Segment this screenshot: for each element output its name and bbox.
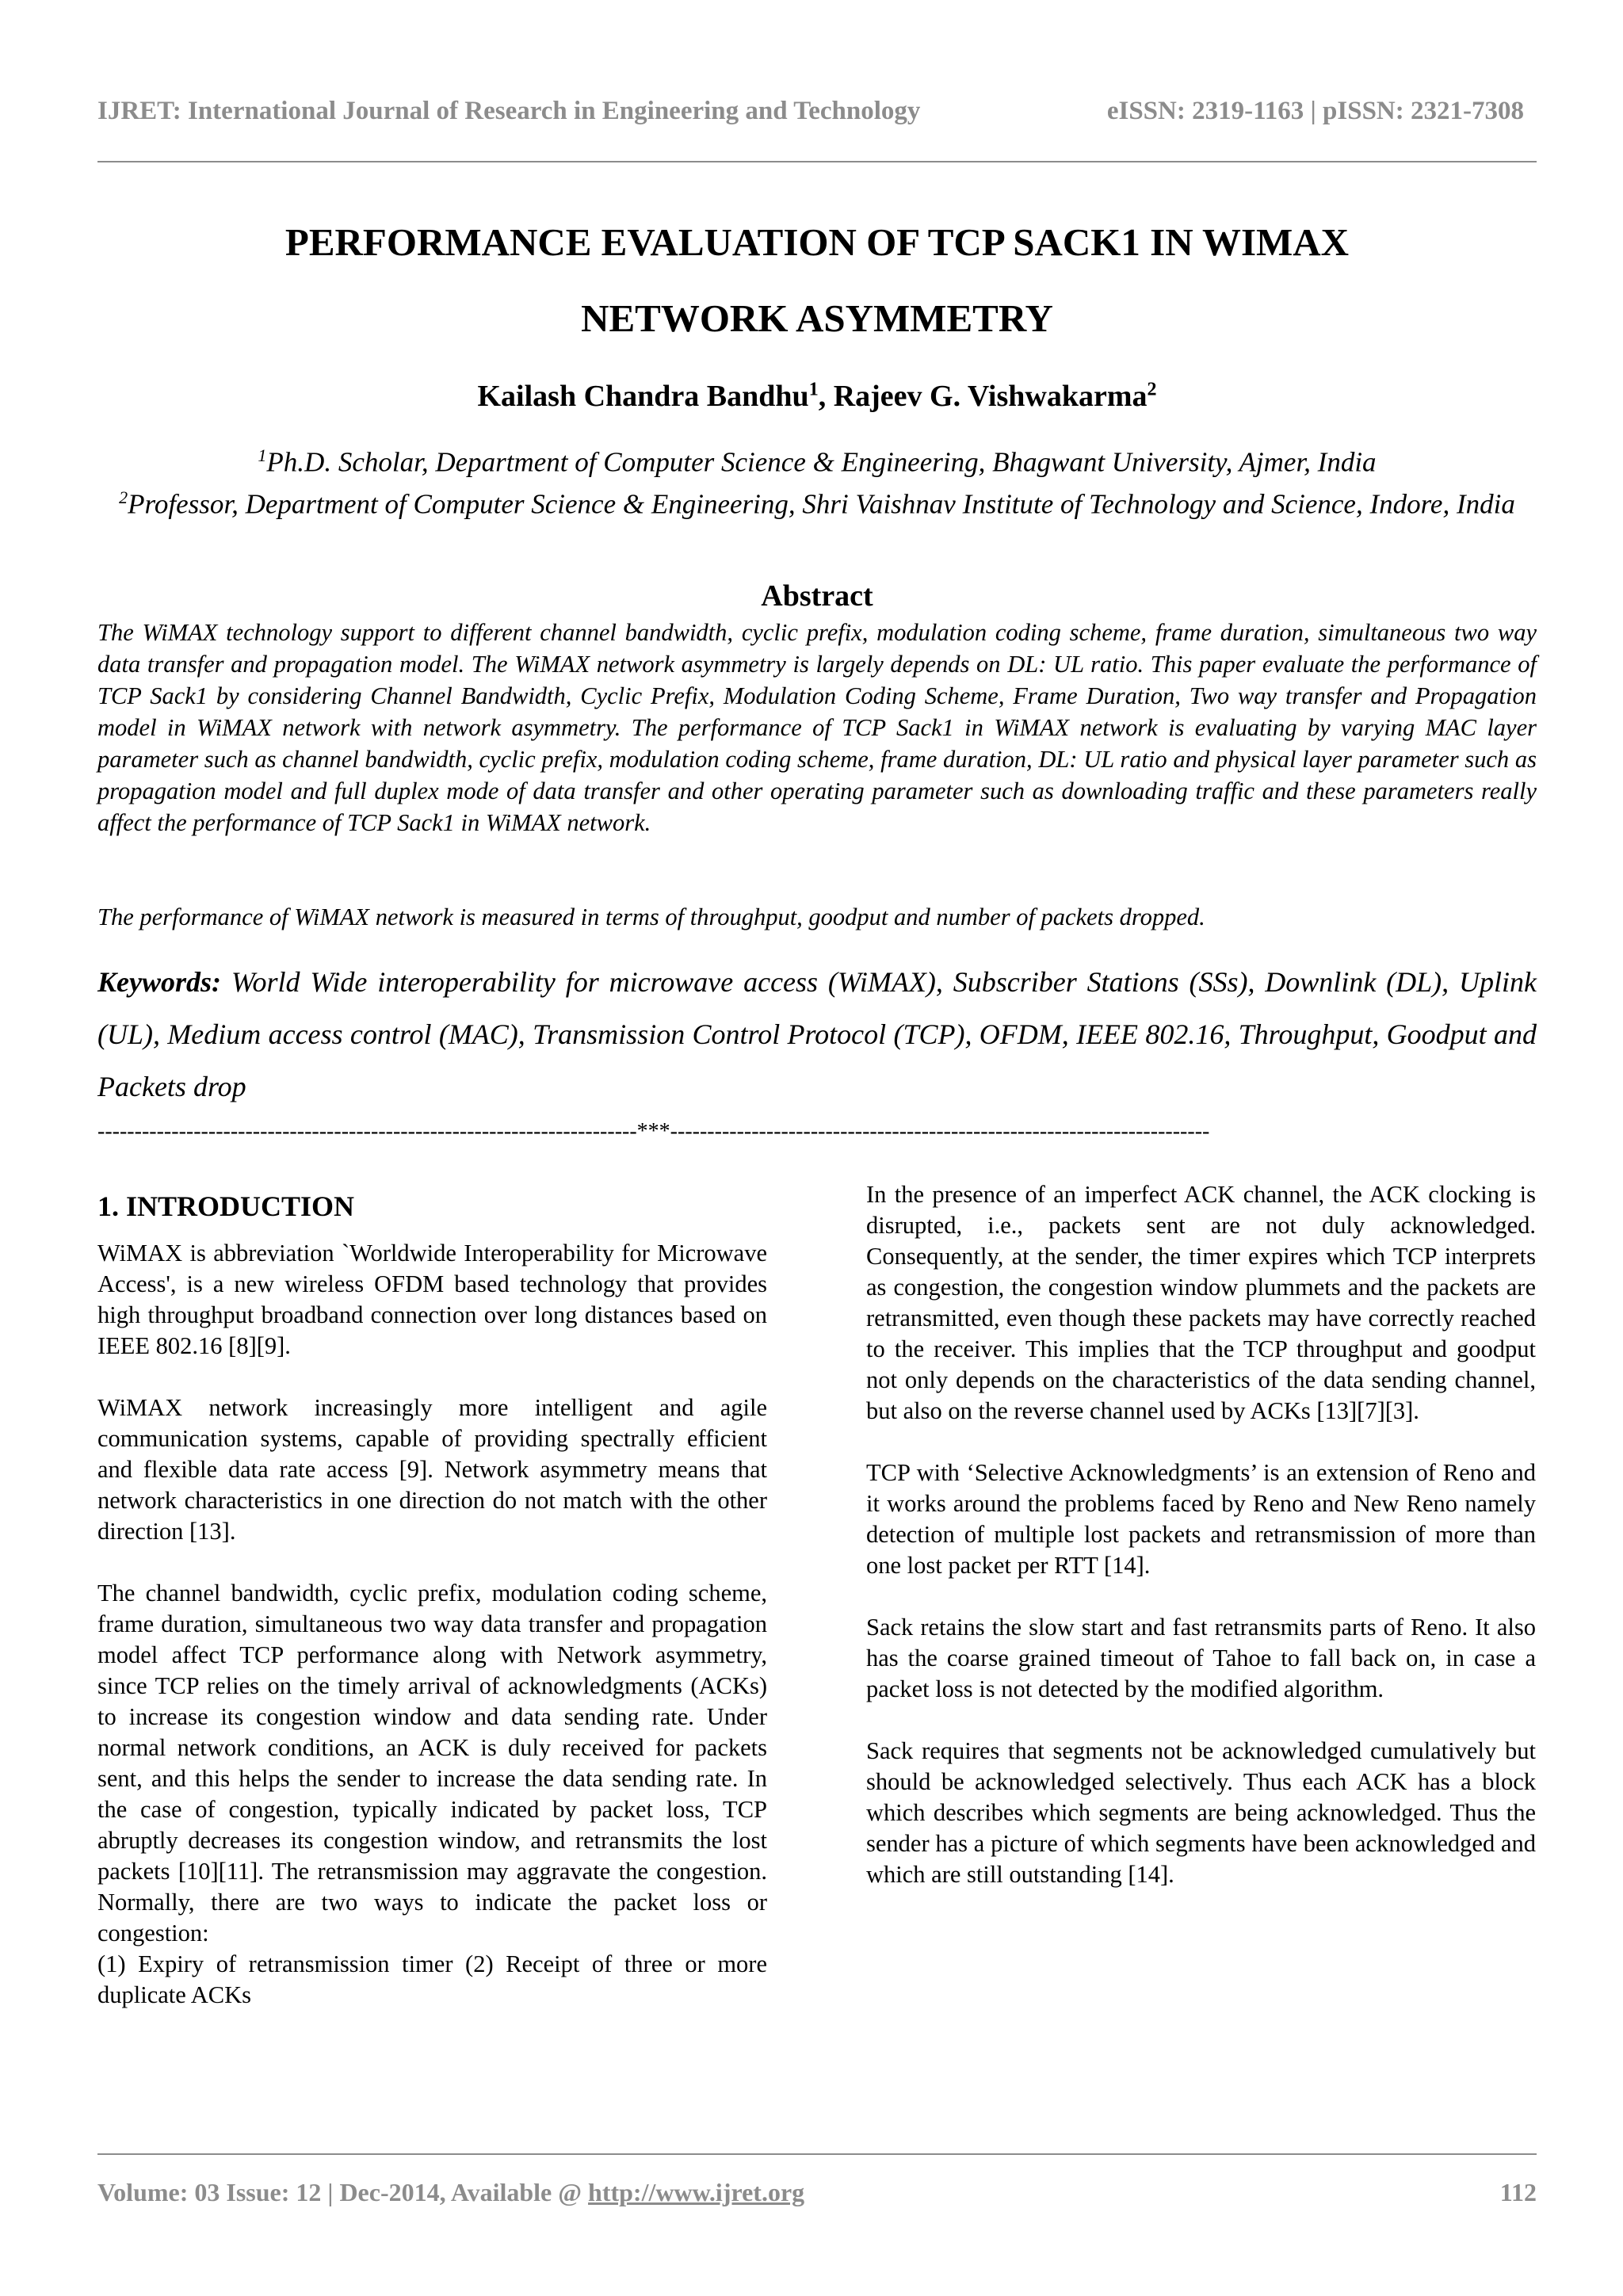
keywords-text: World Wide interoperability for microwave access (WiMAX), Subscriber Stations (SSs), Downlink (DL), Uplink (UL), Medium access control (MAC), Transmission Control Protocol (TCP), OFDM, IEEE 802.16, Throughput, Goodput and Packets drop bbox=[97, 966, 1537, 1102]
paragraph: Sack requires that segments not be acknowledged cumulatively but should be acknowledged selectively. Thus each ACK has a block which describes which segments are being acknowledged. Thus the sender has a picture of which segments have been acknowledged and which are still outstanding [14]. bbox=[866, 1737, 1536, 1888]
header-rule bbox=[97, 161, 1537, 162]
issn: eISSN: 2319-1163 | pISSN: 2321-7308 bbox=[1106, 97, 1524, 125]
paragraph: WiMAX network increasingly more intelligent and agile communication systems, capable of providing spectrally efficient and flexible data rate access [9]. Network asymmetry means that network characteristics in one direction do not match with the other direction [13]. bbox=[97, 1394, 767, 1545]
affiliation-mark: 2 bbox=[119, 487, 128, 507]
abstract-body: The WiMAX technology support to different channel bandwidth, cyclic prefix, modulation coding scheme, frame duration, simultaneous two way data transfer and propagation model. The WiMAX network asymmetry is largely depends on DL: UL ratio. This paper evaluate the performance of TCP Sack1 by considering Channel Bandwidth, Cyclic Prefix, Modulation Coding Scheme, Frame Duration, Two way transfer and Propagation model in WiMAX network with network asymmetry. The performance of TCP Sack1 in WiMAX network is evaluating by varying MAC layer parameter such as channel bandwidth, cyclic prefix, modulation coding scheme, frame duration, DL: UL ratio and physical layer parameter such as propagation model and full duplex mode of data transfer and other operating parameter such as downloading traffic and these parameters really affect the performance of TCP Sack1 in WiMAX network. bbox=[97, 619, 1537, 836]
section-heading: 1. INTRODUCTION bbox=[97, 1190, 355, 1222]
left-column bbox=[97, 1187, 767, 2011]
author-list bbox=[97, 379, 1537, 414]
author-affiliation-mark: 2 bbox=[1147, 379, 1157, 400]
running-footer bbox=[97, 2178, 1537, 2216]
section-separator: -------------------------------------------------------------------------***------------------------------------------------------------------------- bbox=[97, 1119, 1210, 1144]
affiliation bbox=[97, 438, 1537, 480]
right-column bbox=[866, 1179, 1536, 1890]
author-affiliation-mark: 1 bbox=[808, 379, 819, 400]
paragraph: TCP with ‘Selective Acknowledgments’ is an extension of Reno and it works around the problems faced by Reno and New Reno namely detection of multiple lost packets and retransmission of more than one lost packet per RTT [14]. bbox=[866, 1459, 1536, 1579]
paragraph: WiMAX is abbreviation `Worldwide Interoperability for Microwave Access', is a new wireless OFDM based technology that provides high throughput broadband connection over long distances based on IEEE 802.16 [8][9]. bbox=[97, 1240, 767, 1359]
running-header bbox=[97, 97, 1524, 135]
volume-info bbox=[97, 2178, 804, 2207]
affiliation-text: Ph.D. Scholar, Department of Computer Science & Engineering, Bhagwant University, Ajmer, India bbox=[266, 446, 1377, 478]
title-line-1: PERFORMANCE EVALUATION OF TCP SACK1 IN WIMAX bbox=[285, 220, 1350, 264]
footer-rule bbox=[97, 2153, 1537, 2155]
page-number: 112 bbox=[1499, 2178, 1537, 2206]
paragraph: In the presence of an imperfect ACK channel, the ACK clocking is disrupted, i.e., packets sent are not duly acknowledged. Consequently, at the sender, the timer expires which TCP interprets as congestion, the congestion window plummets and the packets are retransmitted, even though these packets may have correctly reached to the receiver. This implies that the TCP throughput and goodput not only depends on the characteristics of the data sending channel, but also on the reverse channel used by ACKs [13][7][3]. bbox=[866, 1181, 1536, 1424]
author-name: Rajeev G. Vishwakarma bbox=[833, 380, 1148, 413]
author-separator: , bbox=[818, 380, 834, 413]
paragraph: The channel bandwidth, cyclic prefix, modulation coding scheme, frame duration, simultaneous two way data transfer and propagation model affect TCP performance along with Network asymmetry, since TCP relies on the timely arrival of acknowledgments (ACKs) to increase its congestion window and data sending rate. Under normal network conditions, an ACK is duly received for packets sent, and this helps the sender to increase the data sending rate. In the case of congestion, typically indicated by packet loss, TCP abruptly decreases its congestion window, and retransmits the lost packets [10][11]. The retransmission may aggravate the congestion. Normally, there are two ways to indicate the packet loss or congestion: bbox=[97, 1580, 767, 1946]
journal-name: IJRET: International Journal of Research in Engineering and Technology bbox=[97, 97, 921, 125]
paper-title bbox=[97, 204, 1537, 357]
paragraph: Sack retains the slow start and fast retransmits parts of Reno. It also has the coarse grained timeout of Tahoe to fall back on, in case a packet loss is not detected by the modified algorithm. bbox=[866, 1614, 1536, 1702]
title-line-2: NETWORK ASYMMETRY bbox=[581, 296, 1053, 340]
affiliation-text: Professor, Department of Computer Science & Engineering, Shri Vaishnav Institute of Technology and Science, Indore, India bbox=[128, 488, 1515, 520]
author-name: Kailash Chandra Bandhu bbox=[477, 380, 809, 413]
affiliation bbox=[97, 480, 1537, 522]
affiliations bbox=[97, 438, 1537, 521]
abstract-heading: Abstract bbox=[761, 579, 873, 613]
journal-url-link[interactable]: http://www.ijret.org bbox=[588, 2178, 805, 2206]
keywords bbox=[97, 956, 1537, 1113]
paragraph: (1) Expiry of retransmission timer (2) Receipt of three or more duplicate ACKs bbox=[97, 1950, 767, 2008]
volume-text: Volume: 03 Issue: 12 | Dec-2014, Available @ bbox=[97, 2178, 589, 2206]
abstract-measure: The performance of WiMAX network is measured in terms of throughput, goodput and number of packets dropped. bbox=[97, 904, 1205, 930]
affiliation-mark: 1 bbox=[258, 445, 267, 465]
keywords-label: Keywords: bbox=[97, 966, 221, 998]
